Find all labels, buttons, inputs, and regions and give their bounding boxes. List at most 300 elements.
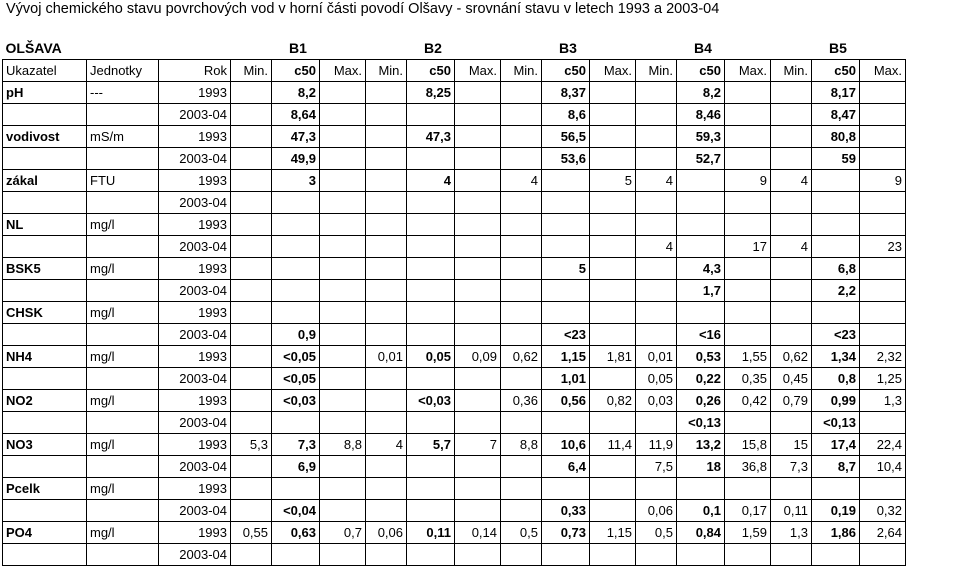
value-cell: 8,37 — [542, 82, 590, 104]
value-cell: 8,46 — [677, 104, 725, 126]
value-cell: 0,99 — [812, 390, 860, 412]
value-cell — [366, 170, 407, 192]
value-cell — [407, 478, 455, 500]
value-cell — [771, 544, 812, 566]
year-cell: 2003-04 — [159, 544, 231, 566]
value-cell: 6,8 — [812, 258, 860, 280]
value-cell: 1,15 — [590, 522, 636, 544]
value-cell — [320, 346, 366, 368]
indicator-cell: PO4 — [3, 522, 87, 544]
value-cell — [725, 412, 771, 434]
value-cell — [272, 192, 320, 214]
value-cell: 8,2 — [272, 82, 320, 104]
value-cell — [366, 302, 407, 324]
table-row — [3, 148, 906, 170]
column-header: c50 — [272, 60, 320, 82]
value-cell — [636, 302, 677, 324]
unit-cell — [87, 236, 159, 258]
value-cell: 0,5 — [636, 522, 677, 544]
value-cell — [590, 478, 636, 500]
value-cell — [771, 324, 812, 346]
value-cell — [231, 412, 272, 434]
value-cell — [725, 192, 771, 214]
value-cell: 1,81 — [590, 346, 636, 368]
value-cell — [320, 214, 366, 236]
value-cell — [725, 544, 771, 566]
column-header: Max. — [320, 60, 366, 82]
value-cell — [320, 324, 366, 346]
indicator-cell — [3, 324, 87, 346]
indicator-cell — [3, 236, 87, 258]
value-cell: <0,05 — [272, 346, 320, 368]
value-cell: 0,17 — [725, 500, 771, 522]
value-cell — [320, 412, 366, 434]
unit-cell: mg/l — [87, 478, 159, 500]
indicator-cell: CHSK — [3, 302, 87, 324]
value-cell: <0,05 — [272, 368, 320, 390]
unit-cell: mg/l — [87, 302, 159, 324]
value-cell — [725, 280, 771, 302]
value-cell — [320, 192, 366, 214]
value-cell — [725, 478, 771, 500]
value-cell — [231, 500, 272, 522]
unit-cell — [87, 104, 159, 126]
value-cell — [366, 148, 407, 170]
value-cell — [771, 478, 812, 500]
value-cell — [771, 412, 812, 434]
value-cell: 0,32 — [860, 500, 906, 522]
value-cell — [455, 258, 501, 280]
value-cell — [636, 258, 677, 280]
value-cell: 0,01 — [636, 346, 677, 368]
indicator-cell: zákal — [3, 170, 87, 192]
value-cell: 2,2 — [812, 280, 860, 302]
value-cell: 0,03 — [636, 390, 677, 412]
year-cell: 1993 — [159, 522, 231, 544]
value-cell — [407, 148, 455, 170]
table-row — [3, 170, 906, 192]
value-cell: 4 — [366, 434, 407, 456]
year-cell: 2003-04 — [159, 192, 231, 214]
year-cell: 2003-04 — [159, 368, 231, 390]
value-cell — [407, 258, 455, 280]
value-cell: 4 — [636, 236, 677, 258]
value-cell: 7,3 — [272, 434, 320, 456]
value-cell: 4 — [771, 236, 812, 258]
value-cell — [272, 544, 320, 566]
value-cell — [455, 148, 501, 170]
value-cell — [231, 214, 272, 236]
value-cell — [455, 126, 501, 148]
value-cell — [771, 148, 812, 170]
table-row — [3, 126, 906, 148]
site-label: B1 — [289, 40, 307, 56]
table-row — [3, 104, 906, 126]
value-cell — [636, 324, 677, 346]
indicator-cell — [3, 280, 87, 302]
value-cell — [231, 236, 272, 258]
value-cell — [366, 192, 407, 214]
value-cell: 1,55 — [725, 346, 771, 368]
value-cell — [366, 280, 407, 302]
value-cell: <0,13 — [677, 412, 725, 434]
value-cell: 0,7 — [320, 522, 366, 544]
value-cell: 18 — [677, 456, 725, 478]
unit-cell: --- — [87, 82, 159, 104]
value-cell — [231, 170, 272, 192]
value-cell: 11,4 — [590, 434, 636, 456]
value-cell — [272, 412, 320, 434]
year-cell: 2003-04 — [159, 104, 231, 126]
value-cell — [590, 412, 636, 434]
value-cell — [366, 368, 407, 390]
year-cell: 2003-04 — [159, 236, 231, 258]
value-cell — [455, 456, 501, 478]
table-row — [3, 434, 906, 456]
value-cell — [501, 478, 542, 500]
value-cell — [320, 258, 366, 280]
value-cell — [407, 192, 455, 214]
indicator-cell: BSK5 — [3, 258, 87, 280]
column-header: Min. — [771, 60, 812, 82]
value-cell: 0,11 — [407, 522, 455, 544]
value-cell — [231, 126, 272, 148]
value-cell — [590, 214, 636, 236]
unit-cell: mg/l — [87, 258, 159, 280]
value-cell — [812, 170, 860, 192]
column-header: Rok — [159, 60, 231, 82]
unit-cell — [87, 280, 159, 302]
year-cell: 1993 — [159, 390, 231, 412]
value-cell — [455, 82, 501, 104]
indicator-cell — [3, 192, 87, 214]
value-cell — [590, 126, 636, 148]
value-cell — [590, 280, 636, 302]
year-cell: 1993 — [159, 258, 231, 280]
value-cell — [725, 258, 771, 280]
value-cell — [501, 324, 542, 346]
value-cell — [455, 170, 501, 192]
value-cell — [860, 478, 906, 500]
value-cell — [455, 368, 501, 390]
value-cell: <0,13 — [812, 412, 860, 434]
unit-cell: mg/l — [87, 434, 159, 456]
value-cell — [501, 412, 542, 434]
value-cell: 0,06 — [366, 522, 407, 544]
value-cell: 59 — [812, 148, 860, 170]
value-cell — [590, 192, 636, 214]
year-cell: 2003-04 — [159, 148, 231, 170]
value-cell — [771, 192, 812, 214]
value-cell — [812, 192, 860, 214]
indicator-cell: pH — [3, 82, 87, 104]
value-cell — [455, 280, 501, 302]
value-cell — [590, 258, 636, 280]
value-cell: <16 — [677, 324, 725, 346]
value-cell — [501, 258, 542, 280]
value-cell — [860, 280, 906, 302]
year-cell: 2003-04 — [159, 456, 231, 478]
value-cell — [590, 544, 636, 566]
column-header: c50 — [677, 60, 725, 82]
value-cell — [501, 104, 542, 126]
indicator-cell — [3, 412, 87, 434]
year-cell: 2003-04 — [159, 412, 231, 434]
value-cell: 1,3 — [860, 390, 906, 412]
value-cell: 2,32 — [860, 346, 906, 368]
value-cell: <0,04 — [272, 500, 320, 522]
value-cell: 1,15 — [542, 346, 590, 368]
value-cell — [231, 478, 272, 500]
value-cell: 6,9 — [272, 456, 320, 478]
value-cell — [366, 456, 407, 478]
value-cell — [590, 82, 636, 104]
value-cell: 15,8 — [725, 434, 771, 456]
value-cell: 15 — [771, 434, 812, 456]
year-cell: 2003-04 — [159, 280, 231, 302]
value-cell: 0,84 — [677, 522, 725, 544]
value-cell — [725, 214, 771, 236]
value-cell — [407, 368, 455, 390]
indicator-cell — [3, 500, 87, 522]
value-cell — [501, 236, 542, 258]
indicator-cell — [3, 456, 87, 478]
value-cell: 17 — [725, 236, 771, 258]
indicator-cell — [3, 544, 87, 566]
value-cell: 9 — [725, 170, 771, 192]
value-cell: 1,01 — [542, 368, 590, 390]
value-cell — [590, 104, 636, 126]
value-cell — [677, 214, 725, 236]
value-cell: 5 — [590, 170, 636, 192]
value-cell: 5 — [542, 258, 590, 280]
value-cell — [366, 214, 407, 236]
value-cell — [407, 500, 455, 522]
value-cell — [542, 302, 590, 324]
value-cell — [366, 412, 407, 434]
indicator-cell — [3, 148, 87, 170]
table-body — [3, 38, 906, 566]
value-cell: 4 — [501, 170, 542, 192]
value-cell — [455, 192, 501, 214]
value-cell — [231, 456, 272, 478]
value-cell: 1,3 — [771, 522, 812, 544]
value-cell: 0,01 — [366, 346, 407, 368]
value-cell — [725, 302, 771, 324]
year-cell: 2003-04 — [159, 324, 231, 346]
value-cell — [636, 126, 677, 148]
value-cell: 5,3 — [231, 434, 272, 456]
value-cell: 0,05 — [407, 346, 455, 368]
unit-cell: mg/l — [87, 390, 159, 412]
value-cell — [677, 170, 725, 192]
value-cell: 0,63 — [272, 522, 320, 544]
value-cell — [725, 126, 771, 148]
value-cell — [231, 324, 272, 346]
table-row — [3, 478, 906, 500]
value-cell — [590, 368, 636, 390]
table-row — [3, 390, 906, 412]
value-cell — [366, 258, 407, 280]
value-cell — [542, 280, 590, 302]
value-cell — [231, 390, 272, 412]
value-cell — [771, 104, 812, 126]
value-cell — [455, 236, 501, 258]
year-cell: 1993 — [159, 170, 231, 192]
value-cell — [320, 390, 366, 412]
header-row — [3, 60, 906, 82]
value-cell — [636, 478, 677, 500]
table-row — [3, 258, 906, 280]
value-cell — [677, 544, 725, 566]
table-row — [3, 82, 906, 104]
unit-cell — [87, 412, 159, 434]
value-cell — [677, 478, 725, 500]
value-cell — [231, 302, 272, 324]
column-header: Jednotky — [87, 60, 159, 82]
value-cell: 8,8 — [320, 434, 366, 456]
value-cell: 0,26 — [677, 390, 725, 412]
unit-cell: mg/l — [87, 522, 159, 544]
table-row — [3, 192, 906, 214]
value-cell: 0,09 — [455, 346, 501, 368]
value-cell: 3 — [272, 170, 320, 192]
value-cell — [771, 82, 812, 104]
value-cell — [320, 478, 366, 500]
value-cell — [636, 280, 677, 302]
unit-cell: mg/l — [87, 214, 159, 236]
year-cell: 1993 — [159, 346, 231, 368]
value-cell — [590, 302, 636, 324]
value-cell — [455, 214, 501, 236]
value-cell: 7,5 — [636, 456, 677, 478]
value-cell: 6,4 — [542, 456, 590, 478]
value-cell: 0,5 — [501, 522, 542, 544]
value-cell: 0,79 — [771, 390, 812, 412]
value-cell — [812, 544, 860, 566]
column-header: Min. — [231, 60, 272, 82]
value-cell — [542, 214, 590, 236]
unit-cell: FTU — [87, 170, 159, 192]
value-cell — [860, 148, 906, 170]
value-cell: 7 — [455, 434, 501, 456]
value-cell — [860, 192, 906, 214]
value-cell — [542, 478, 590, 500]
table-row — [3, 544, 906, 566]
value-cell — [725, 148, 771, 170]
value-cell — [272, 280, 320, 302]
table-row — [3, 522, 906, 544]
value-cell: 10,4 — [860, 456, 906, 478]
value-cell: 7,3 — [771, 456, 812, 478]
value-cell — [231, 346, 272, 368]
value-cell — [501, 82, 542, 104]
indicator-cell — [3, 104, 87, 126]
value-cell: 0,35 — [725, 368, 771, 390]
value-cell: 80,8 — [812, 126, 860, 148]
water-quality-table — [2, 38, 906, 566]
value-cell — [860, 104, 906, 126]
value-cell: 0,73 — [542, 522, 590, 544]
indicator-cell: Pcelk — [3, 478, 87, 500]
value-cell — [366, 126, 407, 148]
value-cell — [407, 214, 455, 236]
column-header: Max. — [455, 60, 501, 82]
value-cell — [231, 258, 272, 280]
value-cell: 59,3 — [677, 126, 725, 148]
year-cell: 1993 — [159, 434, 231, 456]
value-cell: 5,7 — [407, 434, 455, 456]
unit-cell: mS/m — [87, 126, 159, 148]
value-cell: 9 — [860, 170, 906, 192]
unit-cell — [87, 500, 159, 522]
value-cell — [407, 324, 455, 346]
value-cell: <0,03 — [407, 390, 455, 412]
value-cell — [320, 126, 366, 148]
value-cell: 8,8 — [501, 434, 542, 456]
value-cell — [636, 544, 677, 566]
value-cell — [231, 368, 272, 390]
value-cell: 0,36 — [501, 390, 542, 412]
value-cell — [320, 170, 366, 192]
value-cell — [860, 214, 906, 236]
value-cell — [231, 82, 272, 104]
value-cell: 8,17 — [812, 82, 860, 104]
value-cell — [320, 368, 366, 390]
value-cell: 0,62 — [501, 346, 542, 368]
value-cell — [860, 412, 906, 434]
value-cell — [272, 258, 320, 280]
value-cell — [542, 412, 590, 434]
value-cell — [231, 280, 272, 302]
value-cell: 0,8 — [812, 368, 860, 390]
value-cell: 0,22 — [677, 368, 725, 390]
value-cell — [636, 104, 677, 126]
year-cell: 1993 — [159, 302, 231, 324]
value-cell — [455, 544, 501, 566]
value-cell — [677, 302, 725, 324]
unit-cell — [87, 324, 159, 346]
value-cell — [501, 214, 542, 236]
indicator-cell: NO2 — [3, 390, 87, 412]
unit-cell — [87, 192, 159, 214]
table-row — [3, 346, 906, 368]
value-cell — [860, 126, 906, 148]
value-cell — [771, 302, 812, 324]
value-cell: 47,3 — [407, 126, 455, 148]
value-cell: 0,55 — [231, 522, 272, 544]
value-cell — [320, 302, 366, 324]
value-cell: 0,33 — [542, 500, 590, 522]
year-cell: 1993 — [159, 126, 231, 148]
value-cell: 1,34 — [812, 346, 860, 368]
value-cell — [407, 104, 455, 126]
column-header: Max. — [725, 60, 771, 82]
value-cell — [455, 478, 501, 500]
value-cell: 8,2 — [677, 82, 725, 104]
value-cell — [231, 104, 272, 126]
indicator-cell: vodivost — [3, 126, 87, 148]
value-cell — [590, 324, 636, 346]
value-cell: 0,42 — [725, 390, 771, 412]
value-cell — [320, 236, 366, 258]
value-cell: 0,06 — [636, 500, 677, 522]
table-row — [3, 302, 906, 324]
value-cell — [366, 544, 407, 566]
value-cell — [860, 302, 906, 324]
value-cell: 0,19 — [812, 500, 860, 522]
value-cell — [272, 478, 320, 500]
